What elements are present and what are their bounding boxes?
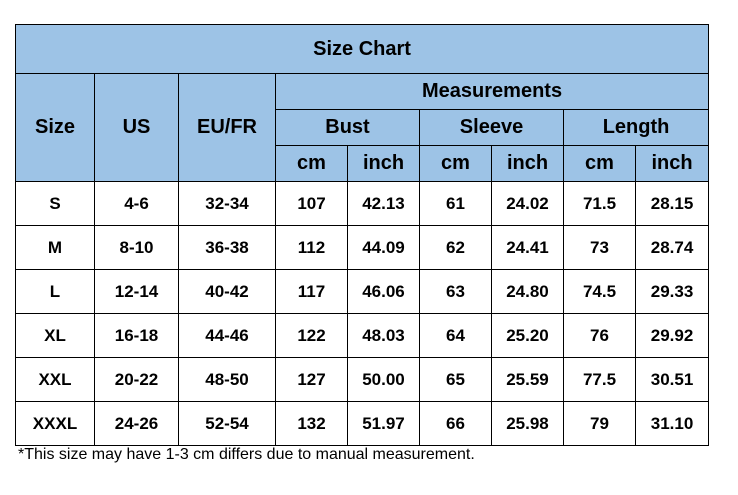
header-sleeve: Sleeve — [420, 110, 564, 146]
cell-sleeve-cm: 65 — [420, 358, 492, 402]
unit-bust-inch: inch — [348, 146, 420, 182]
cell-eu: 48-50 — [179, 358, 276, 402]
cell-length-cm: 71.5 — [564, 182, 636, 226]
cell-length-inch: 30.51 — [636, 358, 709, 402]
header-eu-fr: EU/FR — [179, 74, 276, 182]
cell-us: 16-18 — [95, 314, 179, 358]
unit-sleeve-cm: cm — [420, 146, 492, 182]
cell-sleeve-cm: 66 — [420, 402, 492, 446]
cell-eu: 52-54 — [179, 402, 276, 446]
cell-length-cm: 74.5 — [564, 270, 636, 314]
cell-sleeve-inch: 24.41 — [492, 226, 564, 270]
cell-eu: 40-42 — [179, 270, 276, 314]
cell-size: L — [16, 270, 95, 314]
unit-sleeve-inch: inch — [492, 146, 564, 182]
cell-length-inch: 29.92 — [636, 314, 709, 358]
unit-bust-cm: cm — [276, 146, 348, 182]
cell-bust-cm: 127 — [276, 358, 348, 402]
header-bust: Bust — [276, 110, 420, 146]
header-length: Length — [564, 110, 709, 146]
cell-bust-inch: 46.06 — [348, 270, 420, 314]
cell-sleeve-cm: 64 — [420, 314, 492, 358]
cell-eu: 44-46 — [179, 314, 276, 358]
cell-us: 4-6 — [95, 182, 179, 226]
table-title: Size Chart — [16, 25, 709, 74]
table-row — [16, 358, 709, 402]
cell-sleeve-inch: 25.20 — [492, 314, 564, 358]
cell-us: 12-14 — [95, 270, 179, 314]
cell-us: 8-10 — [95, 226, 179, 270]
cell-size: M — [16, 226, 95, 270]
cell-length-inch: 28.74 — [636, 226, 709, 270]
cell-us: 24-26 — [95, 402, 179, 446]
cell-bust-cm: 117 — [276, 270, 348, 314]
cell-size: XXL — [16, 358, 95, 402]
cell-length-cm: 77.5 — [564, 358, 636, 402]
cell-length-cm: 76 — [564, 314, 636, 358]
cell-length-cm: 79 — [564, 402, 636, 446]
cell-bust-cm: 122 — [276, 314, 348, 358]
header-size: Size — [16, 74, 95, 182]
table-row — [16, 402, 709, 446]
cell-size: XL — [16, 314, 95, 358]
table-row — [16, 226, 709, 270]
cell-size: S — [16, 182, 95, 226]
cell-bust-inch: 48.03 — [348, 314, 420, 358]
cell-sleeve-inch: 24.02 — [492, 182, 564, 226]
cell-bust-inch: 44.09 — [348, 226, 420, 270]
cell-sleeve-cm: 62 — [420, 226, 492, 270]
cell-length-cm: 73 — [564, 226, 636, 270]
cell-eu: 36-38 — [179, 226, 276, 270]
size-chart-table — [15, 24, 709, 446]
cell-sleeve-cm: 61 — [420, 182, 492, 226]
table-row — [16, 314, 709, 358]
cell-bust-inch: 51.97 — [348, 402, 420, 446]
table-row — [16, 182, 709, 226]
cell-sleeve-inch: 25.98 — [492, 402, 564, 446]
header-measurements: Measurements — [276, 74, 709, 110]
cell-bust-cm: 132 — [276, 402, 348, 446]
cell-eu: 32-34 — [179, 182, 276, 226]
unit-length-inch: inch — [636, 146, 709, 182]
cell-size: XXXL — [16, 402, 95, 446]
cell-us: 20-22 — [95, 358, 179, 402]
cell-length-inch: 29.33 — [636, 270, 709, 314]
cell-length-inch: 28.15 — [636, 182, 709, 226]
cell-bust-inch: 42.13 — [348, 182, 420, 226]
cell-bust-inch: 50.00 — [348, 358, 420, 402]
cell-sleeve-inch: 24.80 — [492, 270, 564, 314]
cell-length-inch: 31.10 — [636, 402, 709, 446]
cell-bust-cm: 107 — [276, 182, 348, 226]
cell-bust-cm: 112 — [276, 226, 348, 270]
footnote: *This size may have 1-3 cm differs due to manual measurement. — [18, 446, 475, 463]
unit-length-cm: cm — [564, 146, 636, 182]
table-row — [16, 270, 709, 314]
cell-sleeve-cm: 63 — [420, 270, 492, 314]
header-us: US — [95, 74, 179, 182]
cell-sleeve-inch: 25.59 — [492, 358, 564, 402]
